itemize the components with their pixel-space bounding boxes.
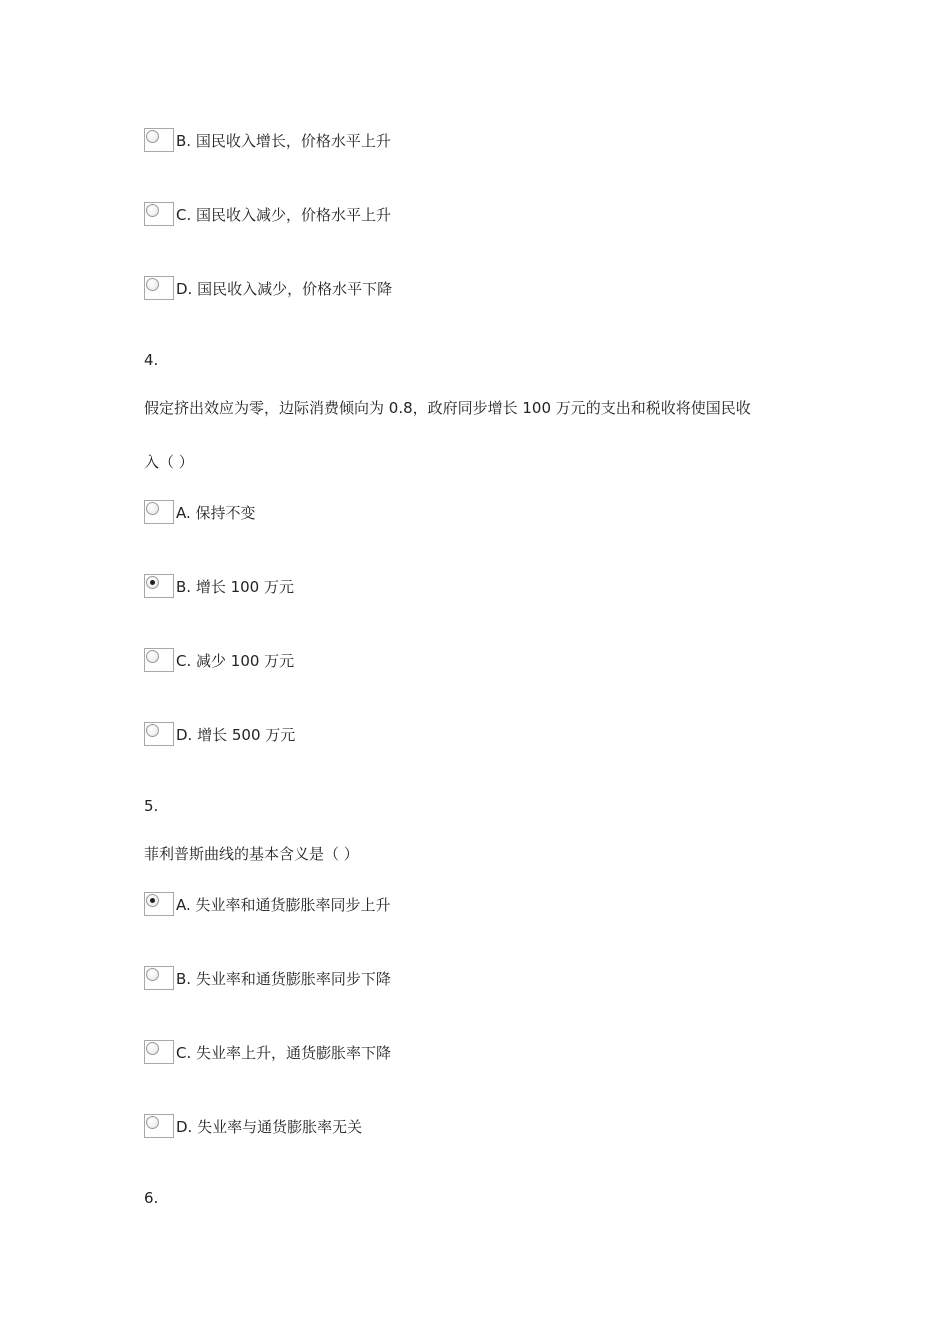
option-label: C. 失业率上升，通货膨胀率下降 — [176, 1044, 392, 1062]
q3-option-b[interactable] — [144, 124, 391, 152]
radio-button[interactable] — [144, 966, 174, 990]
option-label: B. 增长 100 万元 — [176, 578, 294, 596]
option-label: D. 增长 500 万元 — [176, 726, 296, 744]
radio-button[interactable] — [144, 128, 174, 152]
q5-stem-line1: 菲利普斯曲线的基本含义是（ ） — [144, 845, 359, 863]
option-label: A. 失业率和通货膨胀率同步上升 — [176, 896, 391, 914]
q5-option-c[interactable] — [144, 1036, 391, 1064]
q4-option-c[interactable] — [144, 644, 294, 672]
radio-circle-icon — [146, 502, 159, 515]
radio-button[interactable] — [144, 1040, 174, 1064]
option-label: B. 国民收入增长，价格水平上升 — [176, 132, 391, 150]
q4-option-a[interactable] — [144, 496, 256, 524]
radio-button[interactable] — [144, 202, 174, 226]
option-label: B. 失业率和通货膨胀率同步下降 — [176, 970, 391, 988]
radio-button[interactable] — [144, 276, 174, 300]
q4-option-b[interactable] — [144, 570, 294, 598]
q5-option-b[interactable] — [144, 962, 391, 990]
radio-circle-icon — [146, 130, 159, 143]
radio-circle-icon — [146, 1042, 159, 1055]
q4-number: 4. — [144, 351, 159, 369]
q5-option-d[interactable] — [144, 1110, 362, 1138]
radio-circle-icon — [146, 968, 159, 981]
option-label: C. 国民收入减少，价格水平上升 — [176, 206, 392, 224]
radio-button[interactable] — [144, 648, 174, 672]
radio-circle-icon — [146, 576, 159, 589]
radio-circle-icon — [146, 650, 159, 663]
radio-circle-icon — [146, 204, 159, 217]
q3-option-d[interactable] — [144, 272, 392, 300]
option-label: A. 保持不变 — [176, 504, 256, 522]
q5-option-a[interactable] — [144, 888, 391, 916]
radio-circle-icon — [146, 278, 159, 291]
radio-button[interactable] — [144, 574, 174, 598]
q4-option-d[interactable] — [144, 718, 295, 746]
option-label: D. 国民收入减少，价格水平下降 — [176, 280, 393, 298]
q4-stem-line1: 假定挤出效应为零，边际消费倾向为 0.8，政府同步增长 100 万元的支出和税收将使国民收 — [144, 399, 751, 417]
q4-stem-line2: 入（ ） — [144, 453, 194, 471]
q6-number: 6. — [144, 1189, 159, 1207]
radio-button[interactable] — [144, 1114, 174, 1138]
radio-button[interactable] — [144, 722, 174, 746]
q5-number: 5. — [144, 797, 159, 815]
radio-circle-icon — [146, 1116, 159, 1129]
option-label: C. 减少 100 万元 — [176, 652, 295, 670]
radio-button[interactable] — [144, 892, 174, 916]
q3-option-c[interactable] — [144, 198, 391, 226]
radio-button[interactable] — [144, 500, 174, 524]
option-label: D. 失业率与通货膨胀率无关 — [176, 1118, 363, 1136]
radio-circle-icon — [146, 894, 159, 907]
radio-circle-icon — [146, 724, 159, 737]
